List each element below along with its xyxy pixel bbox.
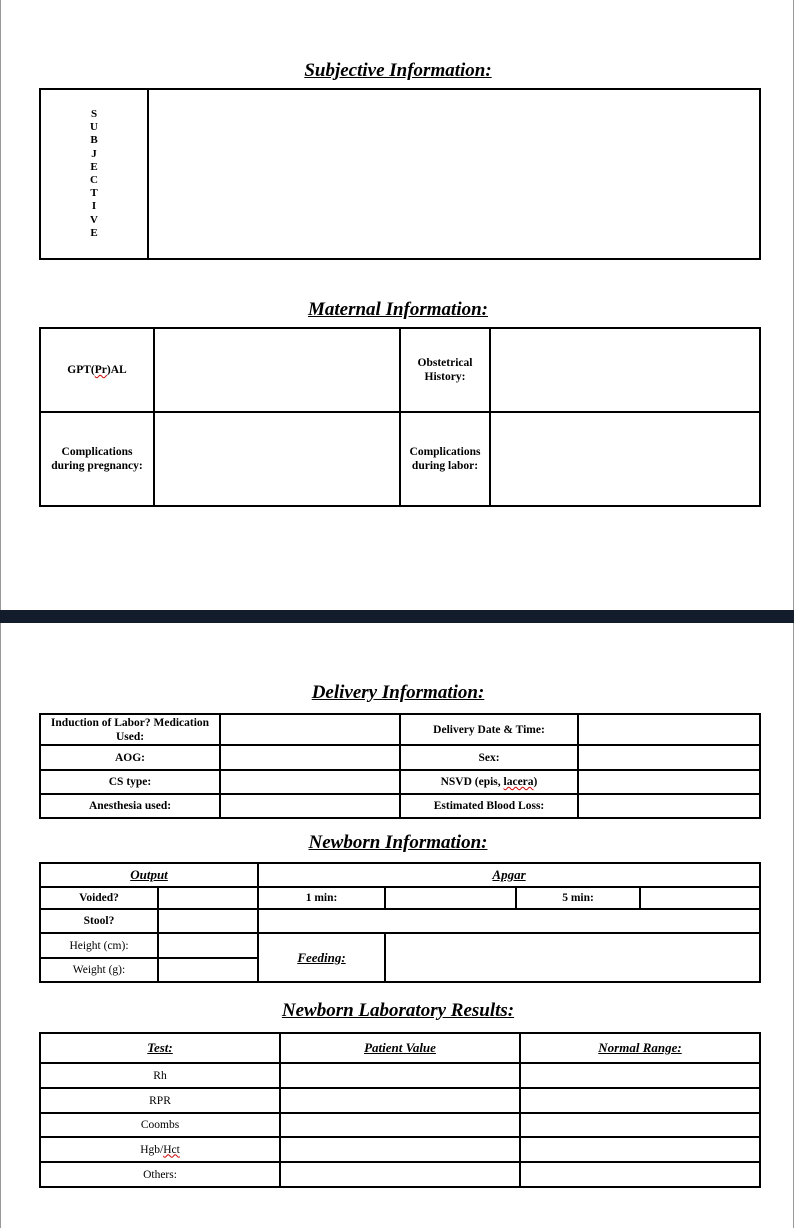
lab-rh-range[interactable]: [520, 1063, 760, 1088]
feeding-field[interactable]: [385, 933, 760, 982]
aog-field[interactable]: [220, 745, 400, 770]
form-page-1: [0, 0, 794, 610]
lab-test-rpr: RPR: [40, 1088, 280, 1113]
lab-rpr-value[interactable]: [280, 1088, 520, 1113]
subjective-letter: C: [90, 174, 98, 186]
newborn-heading: Newborn Information:: [308, 832, 488, 853]
lab-coombs-value[interactable]: [280, 1113, 520, 1137]
subjective-label: [40, 89, 148, 259]
newborn-table: [39, 862, 761, 983]
subjective-letter: E: [90, 160, 98, 173]
complications-pregnancy-field[interactable]: [154, 412, 400, 506]
labs-col-normal-range: Normal Range:: [520, 1033, 760, 1063]
subjective-letter: B: [90, 134, 98, 147]
subjective-heading: Subjective Information:: [304, 60, 492, 81]
induction-field[interactable]: [220, 714, 400, 745]
nsvd-label: NSVD (epis, lacera): [400, 770, 578, 794]
complications-pregnancy-label: Complications during pregnancy:: [40, 412, 154, 506]
lab-test-others: Others:: [40, 1162, 280, 1187]
blood-loss-label: Estimated Blood Loss:: [400, 794, 578, 818]
complications-labor-label: Complications during labor:: [400, 412, 490, 506]
sex-label: Sex:: [400, 745, 578, 770]
apgar-1min-field[interactable]: [385, 887, 516, 909]
feeding-label: Feeding:: [258, 933, 385, 982]
form-page-2: [0, 623, 794, 1228]
subjective-input-area[interactable]: [148, 89, 760, 259]
subjective-table: [39, 88, 761, 260]
apgar-1min-label: 1 min:: [258, 887, 385, 909]
sex-field[interactable]: [578, 745, 760, 770]
lab-test-coombs: Coombs: [40, 1113, 280, 1137]
induction-label: Induction of Labor? Medication Used:: [40, 714, 220, 745]
subjective-letter: V: [90, 213, 98, 226]
voided-field[interactable]: [158, 887, 258, 909]
subjective-letter: S: [90, 107, 98, 120]
maternal-table: [39, 327, 761, 507]
output-header: Output: [40, 863, 258, 887]
lab-others-range[interactable]: [520, 1162, 760, 1187]
gpt-field[interactable]: [154, 328, 400, 412]
height-label: Height (cm):: [40, 933, 158, 958]
labs-col-test: Test:: [40, 1033, 280, 1063]
obstetrical-history-field[interactable]: [490, 328, 760, 412]
lab-coombs-range[interactable]: [520, 1113, 760, 1137]
delivery-table: [39, 713, 761, 819]
stool-field[interactable]: [158, 909, 258, 933]
lab-hgb-range[interactable]: [520, 1137, 760, 1162]
lab-rh-value[interactable]: [280, 1063, 520, 1088]
labs-heading: Newborn Laboratory Results:: [281, 1000, 515, 1021]
delivery-heading: Delivery Information:: [311, 682, 485, 703]
subjective-letter: U: [90, 121, 98, 134]
weight-field[interactable]: [158, 958, 258, 982]
subjective-letter: T: [90, 187, 98, 200]
cs-type-label: CS type:: [40, 770, 220, 794]
subjective-vertical-letters: [44, 108, 144, 240]
lab-test-hgb-hct: Hgb/Hct: [40, 1137, 280, 1162]
anesthesia-field[interactable]: [220, 794, 400, 818]
delivery-date-time-label: Delivery Date & Time:: [400, 714, 578, 745]
page-divider: [0, 610, 794, 623]
aog-label: AOG:: [40, 745, 220, 770]
apgar-notes-field[interactable]: [258, 909, 760, 933]
voided-label: Voided?: [40, 887, 158, 909]
apgar-5min-label: 5 min:: [516, 887, 640, 909]
stool-label: Stool?: [40, 909, 158, 933]
obstetrical-history-label: Obstetrical History:: [400, 328, 490, 412]
cs-type-field[interactable]: [220, 770, 400, 794]
lab-hgb-value[interactable]: [280, 1137, 520, 1162]
apgar-header: Apgar: [258, 863, 760, 887]
gpt-label: GPT(Pr)AL: [40, 328, 154, 412]
lab-rpr-range[interactable]: [520, 1088, 760, 1113]
anesthesia-label: Anesthesia used:: [40, 794, 220, 818]
labs-table: [39, 1032, 761, 1188]
subjective-letter: I: [91, 200, 97, 213]
complications-labor-field[interactable]: [490, 412, 760, 506]
delivery-date-time-field[interactable]: [578, 714, 760, 745]
subjective-letter: J: [91, 147, 97, 160]
weight-label: Weight (g):: [40, 958, 158, 982]
lab-others-value[interactable]: [280, 1162, 520, 1187]
apgar-5min-field[interactable]: [640, 887, 760, 909]
nsvd-field[interactable]: [578, 770, 760, 794]
height-field[interactable]: [158, 933, 258, 958]
maternal-heading: Maternal Information:: [307, 299, 488, 320]
blood-loss-field[interactable]: [578, 794, 760, 818]
labs-col-patient-value: Patient Value: [280, 1033, 520, 1063]
lab-test-rh: Rh: [40, 1063, 280, 1088]
subjective-letter: E: [90, 226, 98, 239]
